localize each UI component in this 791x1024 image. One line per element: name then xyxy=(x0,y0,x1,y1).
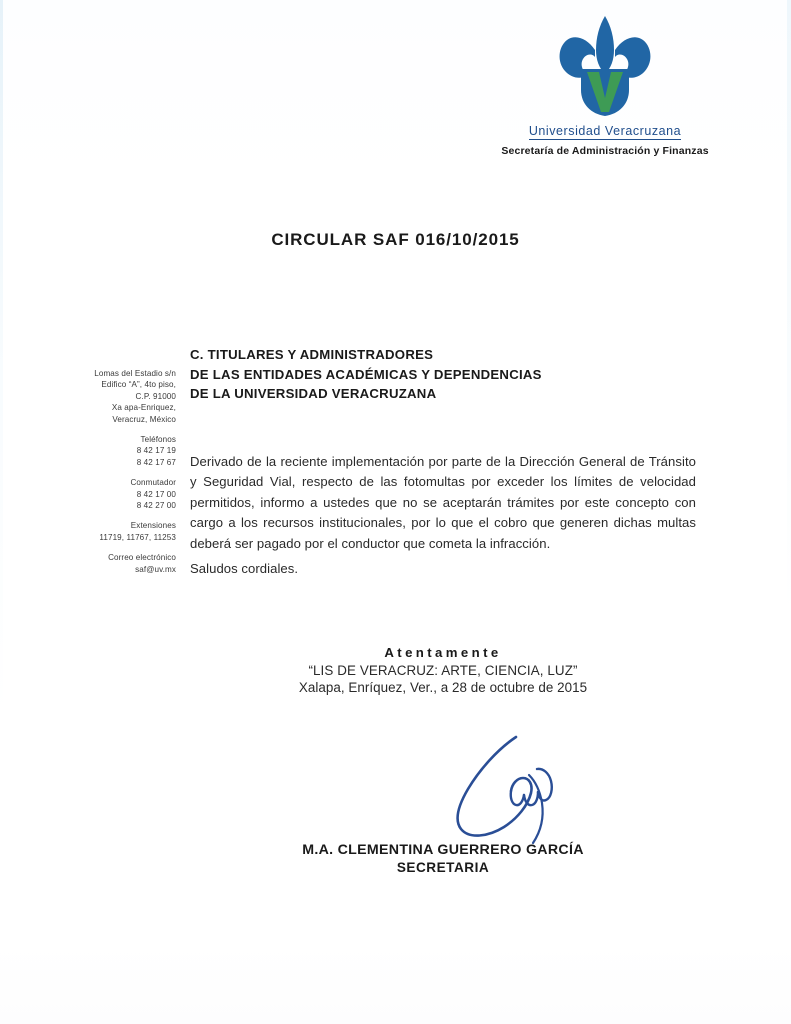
addressee-block xyxy=(190,345,542,404)
addressee-line: DE LAS ENTIDADES ACADÉMICAS Y DEPENDENCIAS xyxy=(190,366,542,382)
phone-number: 8 42 17 67 xyxy=(136,457,176,467)
closing-place-date: Xalapa, Enríquez, Ver., a 28 de octubre de 2015 xyxy=(298,680,588,695)
contact-extensions-group xyxy=(52,520,176,543)
email-address: saf@uv.mx xyxy=(135,564,176,574)
signer-block xyxy=(190,842,696,875)
signature-mark xyxy=(432,735,582,850)
page-edge-left xyxy=(0,0,3,1024)
closing-atentamente: Atentamente xyxy=(384,645,502,660)
contact-switchboard-group xyxy=(52,477,176,511)
switchboard-label: Conmutador xyxy=(130,478,176,488)
body-text xyxy=(190,452,696,554)
phones-label: Teléfonos xyxy=(140,435,176,445)
closing-motto: “LIS DE VERACRUZ: ARTE, CIENCIA, LUZ” xyxy=(308,663,578,678)
handwritten-signature-icon xyxy=(432,735,582,850)
contact-phones-group xyxy=(52,434,176,468)
contact-email-group xyxy=(52,552,176,575)
switchboard-number: 8 42 27 00 xyxy=(136,501,176,511)
signer-role: SECRETARIA xyxy=(396,860,490,875)
body-paragraph: Derivado de la reciente implementación por parte de la Dirección General de Tránsito y Seguridad Vial, respecto de las fotomultas por exceder los límites de velocidad permitidos, informo a ustedes que no se aceptarán trámites por este concepto con cargo a los recursos institucionales, por lo que el cobro que generen dichas multas deberá ser pagado por el conductor que cometa la infracción. xyxy=(190,454,696,551)
page-edge-right xyxy=(787,0,791,1024)
contact-address-group xyxy=(52,368,176,425)
address-line: Edifico “A”, 4to piso, xyxy=(101,380,176,390)
extensions-label: Extensiones xyxy=(130,521,176,531)
university-name: Universidad Veracruzana xyxy=(528,124,682,138)
email-label: Correo electrónico xyxy=(108,553,176,563)
switchboard-number: 8 42 17 00 xyxy=(136,489,176,499)
salutation-text: Saludos cordiales. xyxy=(190,561,299,576)
university-logo xyxy=(475,14,735,118)
address-line: Lomas del Estadio s/n xyxy=(94,369,176,378)
extensions-numbers: 11719, 11767, 11253 xyxy=(99,532,176,542)
university-unit: Secretaría de Administración y Finanzas xyxy=(501,145,709,157)
phone-number: 8 42 17 19 xyxy=(136,446,176,456)
addressee-line: DE LA UNIVERSIDAD VERACRUZANA xyxy=(190,386,437,401)
address-line: C.P. 91000 xyxy=(135,391,176,401)
closing-block xyxy=(190,645,696,695)
letterhead xyxy=(475,14,735,157)
contact-sidebar xyxy=(52,368,176,575)
address-line: Veracruz, México xyxy=(112,414,176,424)
fleur-de-lis-v-logo-icon xyxy=(551,14,659,118)
page-title: CIRCULAR SAF 016/10/2015 xyxy=(271,230,520,249)
addressee-line: C. TITULARES Y ADMINISTRADORES xyxy=(190,347,434,362)
signer-name: M.A. CLEMENTINA GUERRERO GARCÍA xyxy=(302,842,584,858)
address-line: Xa apa-Enriquez, xyxy=(111,403,176,413)
